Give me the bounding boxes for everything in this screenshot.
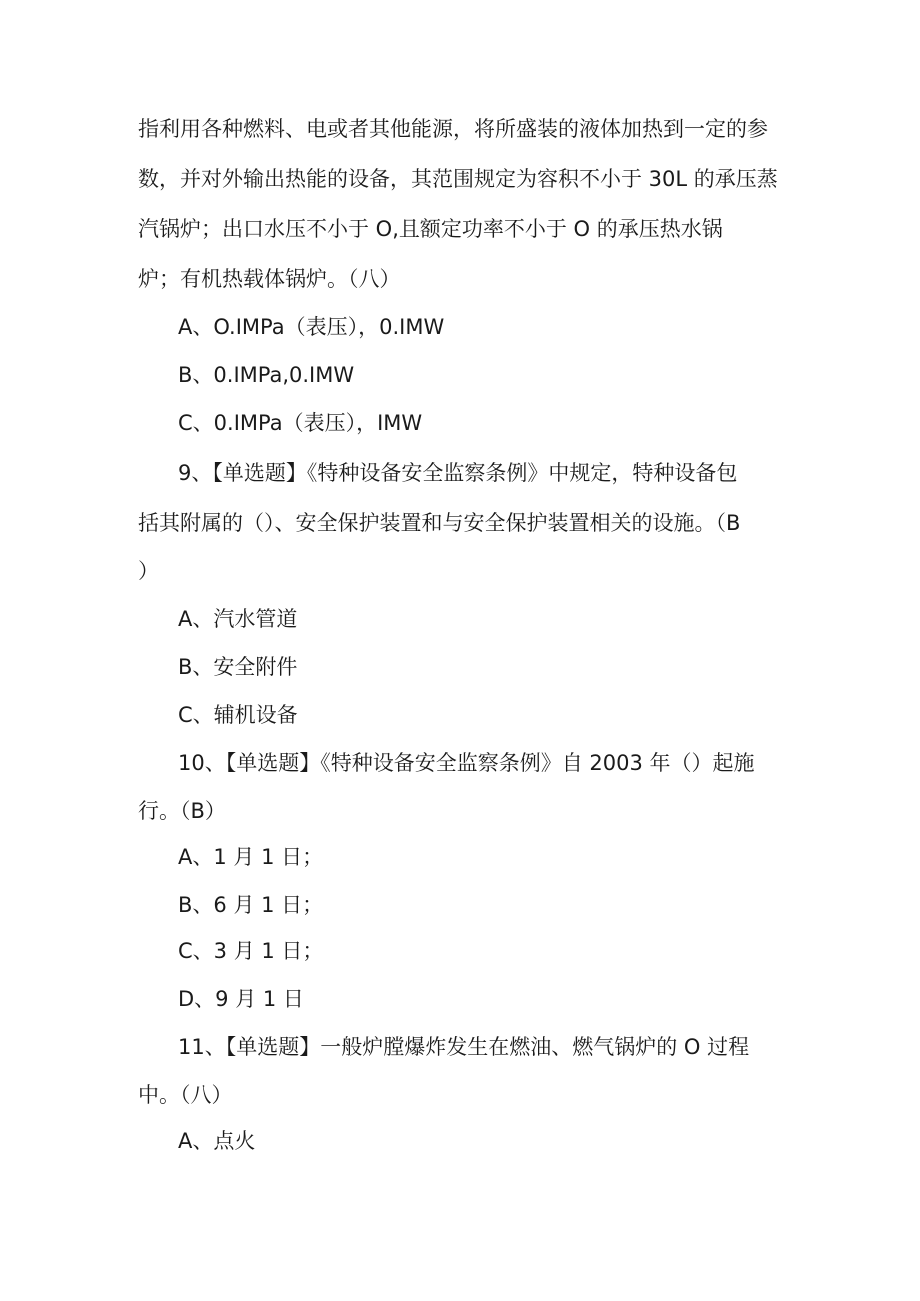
q11-option-a: A、点火 <box>178 1129 256 1153</box>
q10-text-line-1: 10、【单选题】《特种设备安全监察条例》自 2003 年（）起施 <box>178 751 755 775</box>
q8-text-line-2: 数，并对外输出热能的设备，其范围规定为容积不小于 30L 的承压蒸 <box>138 167 778 191</box>
q11-text-line-1: 11、【单选题】一般炉膛爆炸发生在燃油、燃气锅炉的 O 过程 <box>178 1035 750 1059</box>
q9-text-line-2: 括其附属的（）、安全保护装置和与安全保护装置相关的设施。（B <box>138 511 741 535</box>
q10-option-a: A、1 月 1 日； <box>178 845 324 869</box>
q8-option-b: B、0.IMPa,0.IMW <box>178 363 355 387</box>
q9-text-line-1: 9、【单选题】《特种设备安全监察条例》中规定，特种设备包 <box>178 461 738 485</box>
q8-text-line-3: 汽锅炉；出口水压不小于 O,且额定功率不小于 O 的承压热水锅 <box>138 217 723 241</box>
q9-option-c: C、辅机设备 <box>178 703 298 727</box>
q11-text-line-2: 中。（八） <box>138 1083 233 1107</box>
q9-option-a: A、汽水管道 <box>178 607 298 631</box>
q8-text-line-4: 炉；有机热载体锅炉。（八） <box>138 267 401 291</box>
q9-text-line-3: ） <box>138 559 159 583</box>
q9-option-b: B、安全附件 <box>178 655 298 679</box>
q10-option-d: D、9 月 1 日 <box>178 987 304 1011</box>
q10-option-c: C、3 月 1 日； <box>178 939 324 963</box>
q10-option-b: B、6 月 1 日； <box>178 893 324 917</box>
q8-text-line-1: 指利用各种燃料、电或者其他能源，将所盛装的液体加热到一定的参 <box>138 117 768 141</box>
q8-option-a: A、O.IMPa（表压），0.IMW <box>178 315 445 339</box>
q8-option-c: C、0.IMPa（表压），IMW <box>178 411 423 435</box>
q10-text-line-2: 行。（B） <box>138 799 226 823</box>
